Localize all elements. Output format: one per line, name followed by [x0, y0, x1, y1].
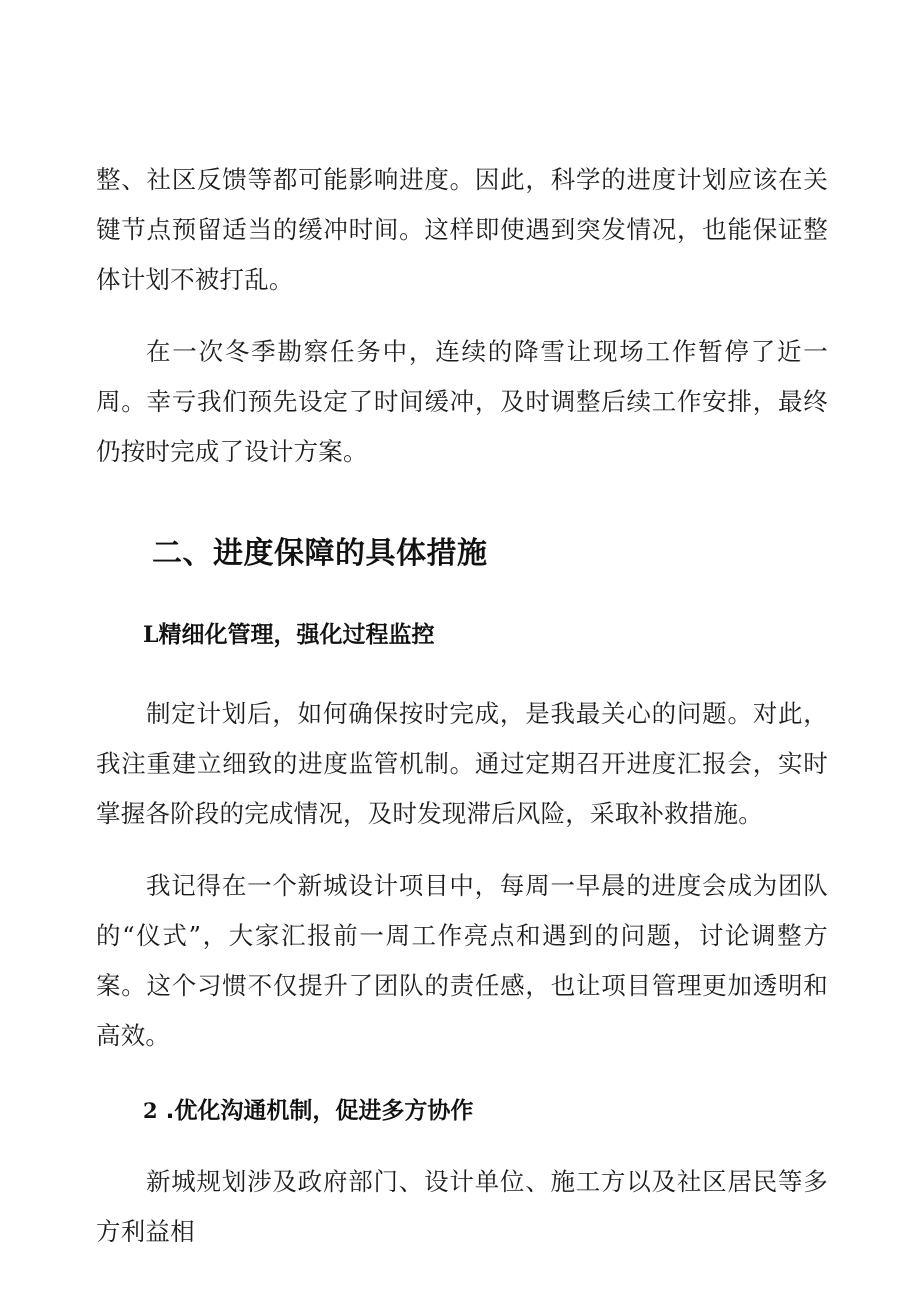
spacer: [96, 839, 828, 861]
subheading-1-marker: L: [143, 622, 159, 648]
subheading-2-label: .优化沟通机制，促进多方协作: [157, 1098, 474, 1124]
spacer: [96, 305, 828, 327]
subheading-1-label: 精细化管理，强化过程监控: [158, 622, 435, 648]
paragraph-stakeholders: 新城规划涉及政府部门、设计单位、施工方以及社区居民等多方利益相: [96, 1167, 828, 1246]
spacer: [96, 1061, 828, 1091]
section-heading-2: 二、进度保障的具体措施: [152, 536, 488, 571]
paragraph-winter-survey: 在一次冬季勘察任务中，连续的降雪让现场工作暂停了近一周。幸亏我们预先设定了时间缓冲，及时调整后续工作安排，最终仍按时完成了设计方案。: [96, 337, 828, 466]
spacer: [96, 477, 828, 531]
document-body: [96, 155, 828, 1257]
paragraph-progress-supervision: 制定计划后，如何确保按时完成，是我最关心的问题。对此，我注重建立细致的进度监管机制。通过定期召开进度汇报会，实时掌握各阶段的完成情况，及时发现滞后风险，采取补救措施。: [96, 699, 828, 828]
paragraph-continuation: 整、社区反馈等都可能影响进度。因此，科学的进度计划应该在关键节点预留适当的缓冲时间。这样即使遇到突发情况，也能保证整体计划不被打乱。: [96, 165, 828, 294]
subheading-1: [96, 615, 828, 655]
spacer: [96, 1131, 828, 1157]
spacer: [96, 577, 828, 615]
spacer: [96, 655, 828, 689]
subheading-2: [96, 1091, 828, 1131]
paragraph-weekly-ritual: 我记得在一个新城设计项目中，每周一早晨的进度会成为团队的“仪式”，大家汇报前一周工作亮点和遇到的问题，讨论调整方案。这个习惯不仅提升了团队的责任感，也让项目管理更加透明和高效。: [96, 871, 828, 1050]
subheading-2-marker: 2: [143, 1098, 158, 1123]
